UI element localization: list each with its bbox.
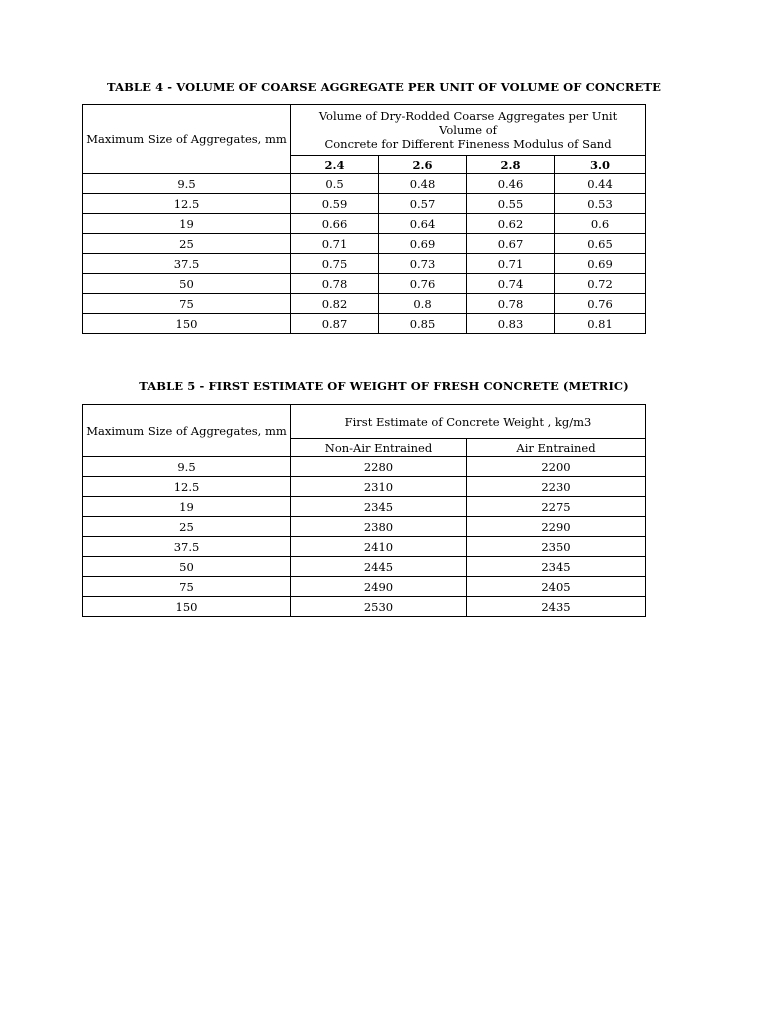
table-4-row	[83, 254, 646, 274]
value-cell: 0.67	[467, 234, 555, 254]
value-cell: 0.69	[555, 254, 646, 274]
value-cell: 0.62	[467, 214, 555, 234]
table-4-group-header-line1: Volume of Dry-Rodded Coarse Aggregates per Unit Volume of	[318, 109, 618, 137]
value-cell: 0.71	[291, 234, 379, 254]
value-cell: 2445	[291, 557, 467, 577]
value-cell: 0.75	[291, 254, 379, 274]
value-cell: 0.85	[379, 314, 467, 334]
table-4-col-fm: 2.8	[467, 156, 555, 174]
aggregate-size-cell: 75	[83, 577, 291, 597]
value-cell: 2350	[467, 537, 646, 557]
value-cell: 2230	[467, 477, 646, 497]
value-cell: 2435	[467, 597, 646, 617]
table-5	[82, 404, 646, 617]
table-5-col-non-air: Non-Air Entrained	[291, 439, 467, 457]
value-cell: 0.76	[379, 274, 467, 294]
value-cell: 0.66	[291, 214, 379, 234]
value-cell: 0.82	[291, 294, 379, 314]
value-cell: 2380	[291, 517, 467, 537]
value-cell: 2310	[291, 477, 467, 497]
aggregate-size-cell: 50	[83, 557, 291, 577]
value-cell: 0.46	[467, 174, 555, 194]
table-4-row	[83, 234, 646, 254]
value-cell: 0.53	[555, 194, 646, 214]
table-4-row-header: Maximum Size of Aggregates, mm	[83, 105, 291, 174]
value-cell: 0.44	[555, 174, 646, 194]
value-cell: 0.74	[467, 274, 555, 294]
value-cell: 0.64	[379, 214, 467, 234]
value-cell: 0.71	[467, 254, 555, 274]
value-cell: 2200	[467, 457, 646, 477]
table-4	[82, 104, 646, 334]
table-4-group-header-line2: Concrete for Different Fineness Modulus of Sand	[324, 137, 612, 151]
table-4-row	[83, 174, 646, 194]
value-cell: 0.78	[467, 294, 555, 314]
table-5-row	[83, 577, 646, 597]
value-cell: 2275	[467, 497, 646, 517]
aggregate-size-cell: 9.5	[83, 174, 291, 194]
table-4-title: TABLE 4 - VOLUME OF COARSE AGGREGATE PER UNIT OF VOLUME OF CONCRETE	[107, 80, 661, 94]
value-cell: 0.59	[291, 194, 379, 214]
value-cell: 0.72	[555, 274, 646, 294]
value-cell: 0.81	[555, 314, 646, 334]
value-cell: 0.69	[379, 234, 467, 254]
value-cell: 0.5	[291, 174, 379, 194]
aggregate-size-cell: 19	[83, 214, 291, 234]
value-cell: 2345	[467, 557, 646, 577]
table-4-row	[83, 214, 646, 234]
table-5-row	[83, 497, 646, 517]
table-4-row	[83, 294, 646, 314]
table-5-row-header: Maximum Size of Aggregates, mm	[83, 405, 291, 457]
value-cell: 0.48	[379, 174, 467, 194]
table-5-row	[83, 597, 646, 617]
aggregate-size-cell: 19	[83, 497, 291, 517]
table-5-row	[83, 557, 646, 577]
aggregate-size-cell: 25	[83, 234, 291, 254]
value-cell: 2410	[291, 537, 467, 557]
value-cell: 0.57	[379, 194, 467, 214]
table-5-row	[83, 457, 646, 477]
aggregate-size-cell: 37.5	[83, 254, 291, 274]
table-4-row	[83, 314, 646, 334]
table-4-row	[83, 274, 646, 294]
table-5-row	[83, 477, 646, 497]
value-cell: 0.6	[555, 214, 646, 234]
value-cell: 2405	[467, 577, 646, 597]
table-5-row	[83, 517, 646, 537]
value-cell: 0.83	[467, 314, 555, 334]
table-4-group-header	[291, 105, 646, 156]
value-cell: 2530	[291, 597, 467, 617]
value-cell: 0.8	[379, 294, 467, 314]
aggregate-size-cell: 9.5	[83, 457, 291, 477]
table-4-col-fm: 2.4	[291, 156, 379, 174]
table-5-col-air: Air Entrained	[467, 439, 646, 457]
value-cell: 2290	[467, 517, 646, 537]
aggregate-size-cell: 150	[83, 597, 291, 617]
table-4-col-fm: 2.6	[379, 156, 467, 174]
aggregate-size-cell: 75	[83, 294, 291, 314]
value-cell: 2280	[291, 457, 467, 477]
value-cell: 2490	[291, 577, 467, 597]
value-cell: 0.73	[379, 254, 467, 274]
aggregate-size-cell: 12.5	[83, 477, 291, 497]
table-5-title: TABLE 5 - FIRST ESTIMATE OF WEIGHT OF FRESH CONCRETE (METRIC)	[139, 379, 629, 393]
aggregate-size-cell: 50	[83, 274, 291, 294]
value-cell: 0.76	[555, 294, 646, 314]
aggregate-size-cell: 37.5	[83, 537, 291, 557]
aggregate-size-cell: 25	[83, 517, 291, 537]
table-4-row	[83, 194, 646, 214]
value-cell: 0.55	[467, 194, 555, 214]
value-cell: 0.78	[291, 274, 379, 294]
table-5-row	[83, 537, 646, 557]
value-cell: 0.65	[555, 234, 646, 254]
value-cell: 2345	[291, 497, 467, 517]
table-4-col-fm: 3.0	[555, 156, 646, 174]
aggregate-size-cell: 150	[83, 314, 291, 334]
table-5-group-header: First Estimate of Concrete Weight , kg/m3	[291, 405, 646, 439]
value-cell: 0.87	[291, 314, 379, 334]
aggregate-size-cell: 12.5	[83, 194, 291, 214]
